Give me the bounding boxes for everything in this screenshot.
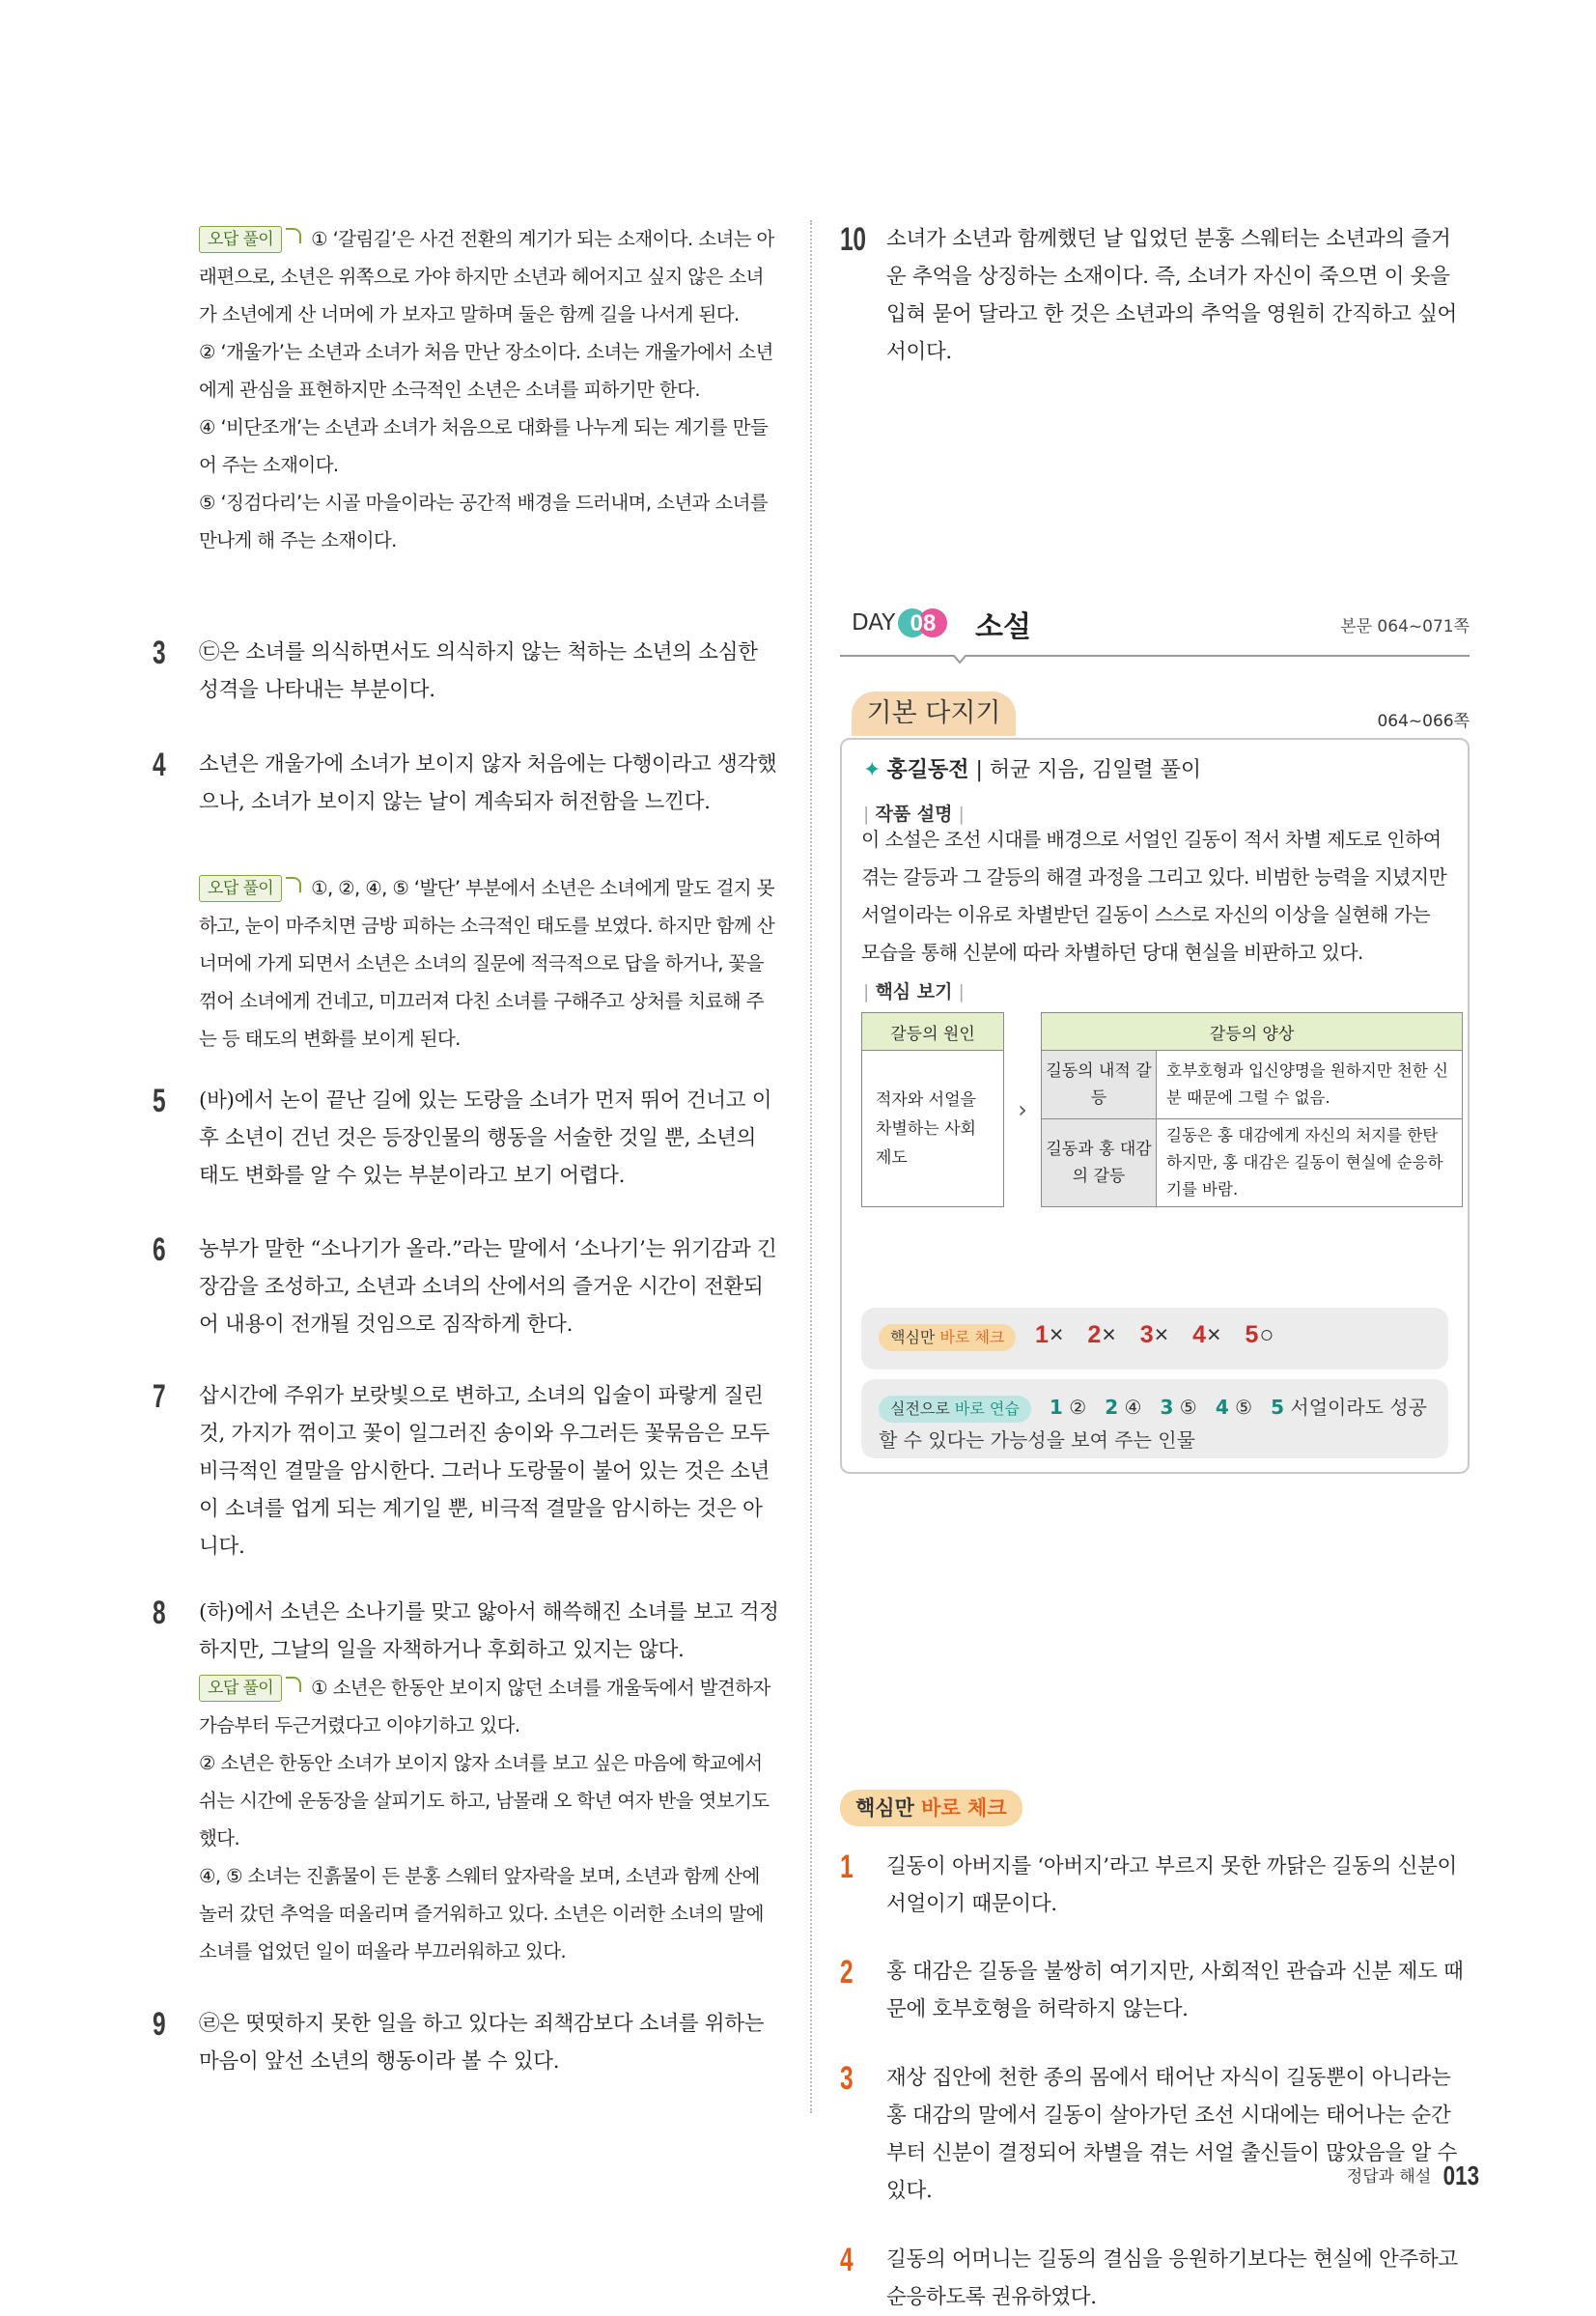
- aspect-label: 길동의 내적 갈등: [1042, 1051, 1157, 1119]
- practice-bar: [861, 1379, 1448, 1458]
- section-label-core: | 핵심 보기 |: [863, 981, 965, 1003]
- conflict-table: [861, 1012, 1463, 1207]
- expl-line: ④, ⑤ 소녀는 진흙물이 든 분홍 스웨터 앞자락을 보며, 소년과 함께 산에 놀러 갔던 추억을 떠올리며 즐거워하고 있다. 소년은 이러한 소녀의 말에 소녀를 업었던 일이 떠올라 부끄러워하고 있다.: [199, 1865, 764, 1963]
- answer-number: 5: [153, 1083, 166, 1119]
- answer-text: (바)에서 논이 끝난 길에 있는 도랑을 소녀가 먼저 뛰어 건너고 이후 소년이 건넌 것은 등장인물의 행동을 서술한 것일 뿐, 소년의 태도 변화를 알 수 있는 부분이라고 보기 어렵다.: [199, 1088, 772, 1188]
- answer-number: 1: [840, 1849, 854, 1885]
- core-answer-1: [840, 1848, 1470, 1923]
- quick-check-pill: 핵심만 바로 체크: [879, 1324, 1016, 1351]
- expl-line: ① ‘갈림길’은 사건 전환의 계기가 되는 소재이다. 소녀는 아래편으로, 소년은 위쪽으로 가야 하지만 소년과 헤어지고 싶지 않은 소녀가 소년에게 산 너머에 가 보자고 말하며 둘은 함께 길을 나서게 된다.: [199, 228, 774, 325]
- answer-number: 8: [153, 1595, 166, 1631]
- day-underline: [840, 653, 1470, 664]
- answer-text: 소년은 개울가에 소녀가 보이지 않자 처음에는 다행이라고 생각했으나, 소녀가 보이지 않는 날이 계속되자 허전함을 느낀다.: [199, 752, 777, 814]
- answer-number: 4: [153, 747, 166, 783]
- answer-text: ㉣은 떳떳하지 못한 일을 하고 있다는 죄책감보다 소녀를 위하는 마음이 앞선 소년의 행동이라 볼 수 있다.: [199, 2012, 765, 2074]
- footer-label: 정답과 해설: [1346, 2167, 1432, 2187]
- core-check-title: [840, 1790, 1022, 1826]
- badge-mark-icon: [286, 1677, 301, 1692]
- expl-line: ② ‘개울가’는 소년과 소녀가 처음 만난 장소이다. 소녀는 개울가에서 소년에게 관심을 표현하지만 소극적인 소년은 소녀를 피하기만 한다.: [199, 341, 773, 401]
- answer-number: 6: [153, 1231, 166, 1268]
- answer-text: 소녀가 소년과 함께했던 날 입었던 분홍 스웨터는 소년과의 즐거운 추억을 상징하는 소재이다. 즉, 소녀가 자신이 죽으면 이 옷을 입혀 묻어 달라고 한 것은 소년과의 추억을 영원히 간직하고 싶어서이다.: [886, 227, 1458, 364]
- expl-line: ⑤ ‘징검다리’는 시골 마을이라는 공간적 배경을 드러내며, 소년과 소녀를 만나게 해 주는 소재이다.: [199, 492, 769, 551]
- practice-pill: 실전으로 바로 연습: [879, 1396, 1031, 1423]
- work-name: 홍길동전: [886, 758, 969, 782]
- core-answer-2: [840, 1953, 1470, 2028]
- wrong-answer-explanation-1: [199, 220, 780, 559]
- badge-mark-icon: [286, 877, 301, 892]
- page-footer: [1347, 2161, 1484, 2191]
- arrow-icon: ›: [1018, 1096, 1027, 1123]
- answer-4: [153, 746, 780, 821]
- core-answer-4: [840, 2241, 1470, 2316]
- answer-number: 4: [840, 2242, 854, 2278]
- answer-number: 7: [153, 1378, 166, 1415]
- answer-text: 삽시간에 주위가 보랏빛으로 변하고, 소녀의 입술이 파랗게 질린 것, 가지가 꺾이고 꽃이 일그러진 송이와 우그러든 꽃묶음은 모두 비극적인 결말을 암시한다. 그러나 도랑물이 불어 있는 것은 소년이 소녀를 업게 되는 계기일 뿐, 비극적 결말을 암시하는 것은 아니다.: [199, 1384, 770, 1559]
- aspect-label: 길동과 홍 대감의 갈등: [1042, 1119, 1157, 1207]
- answer-5: [153, 1082, 780, 1195]
- expl-line: ② 소년은 한동안 소녀가 보이지 않자 소녀를 보고 싶은 마음에 학교에서 쉬는 시간에 운동장을 살피기도 하고, 남몰래 오 학년 여자 반을 엿보기도 했다.: [199, 1752, 770, 1850]
- answer-text: ㉢은 소녀를 의식하면서도 의식하지 않는 척하는 소년의 소심한 성격을 나타내는 부분이다.: [199, 640, 758, 702]
- core-check-pill: 핵심만 바로 체크: [840, 1790, 1022, 1826]
- basic-tab-header: [840, 692, 1470, 740]
- work-title: [863, 753, 1201, 783]
- section-label-text: 작품 설명: [875, 804, 953, 825]
- basic-tab: 기본 다지기: [852, 692, 1016, 736]
- day-pages: 본문 064~071쪽: [1340, 617, 1470, 636]
- badge-mark-icon: [286, 228, 301, 243]
- day-number-badge: [896, 599, 950, 647]
- practice-answers: 실전으로 바로 연습 1 ② 2 ④ 3 ⑤ 4 ⑤ 5 서얼이라도 성공할 수 있다는 가능성을 보여 주는 인물: [879, 1396, 1427, 1452]
- day-number: 08: [910, 610, 937, 636]
- expl-line: ④ ‘비단조개’는 소년과 소녀가 처음으로 대화를 나누게 되는 계기를 만들어 주는 소재이다.: [199, 416, 769, 476]
- day-title: 소설: [975, 610, 1031, 644]
- wrong-answer-badge: 오답 풀이: [199, 1675, 282, 1702]
- basic-box: [840, 738, 1470, 1474]
- answer-text: 농부가 말한 “소나기가 올라.”라는 말에서 ‘소나기’는 위기감과 긴장감을 조성하고, 소년과 소녀의 산에서의 즐거운 시간이 전환되어 내용이 전개될 것임으로 짐작하게 한다.: [199, 1237, 777, 1337]
- answer-number: 9: [153, 2006, 166, 2043]
- answer-text: 홍 대감은 길동을 불쌍히 여기지만, 사회적인 관습과 신분 제도 때문에 호부호형을 허락하지 않는다.: [886, 1960, 1464, 2021]
- answer-10: [840, 220, 1470, 371]
- day-header: [840, 599, 1470, 657]
- star-icon: ✦: [863, 758, 882, 782]
- work-description: 이 소설은 조선 시대를 배경으로 서얼인 길동이 적서 차별 제도로 인하여 겪는 갈등과 그 갈등의 해결 과정을 그리고 있다. 비범한 능력을 지녔지만 서얼이라는 이유로 차별받던 길동이 스스로 자신의 이상을 실현해 가는 모습을 통해 신분에 따라 차별하던 당대 현실을 비판하고 있다.: [861, 828, 1447, 964]
- cause-cell: 적자와 서얼을 차별하는 사회 제도: [862, 1051, 1004, 1207]
- answer-3: [153, 634, 780, 709]
- answer-text: (하)에서 소년은 소나기를 맞고 앓아서 해쓱해진 소녀를 보고 걱정하지만, 그날의 일을 자책하거나 후회하고 있지는 않다.: [199, 1600, 779, 1662]
- answer-number: 2: [840, 1954, 854, 1991]
- answer-text: 길동이 아버지를 ‘아버지’라고 부르지 못한 까닭은 길동의 신분이 서얼이기 때문이다.: [886, 1854, 1458, 1916]
- work-author: | 허균 지음, 김일렬 풀이: [975, 758, 1202, 782]
- aspect-text: 호부호형과 입신양명을 원하지만 천한 신분 때문에 그럴 수 없음.: [1157, 1051, 1463, 1119]
- wrong-answer-explanation-4: [199, 869, 780, 1058]
- answer-text: 재상 집안에 천한 종의 몸에서 태어난 자식이 길동뿐이 아니라는 홍 대감의 말에서 길동이 살아가던 조선 시대에는 태어나는 순간부터 신분이 결정되어 차별을 겪는 서얼 출신들이 많았음을 알 수 있다.: [886, 2066, 1458, 2203]
- answer-number: 10: [840, 221, 866, 258]
- tab-pages: 064~066쪽: [1377, 712, 1470, 731]
- answer-9: [153, 2005, 780, 2080]
- answer-text: 길동의 어머니는 길동의 결심을 응원하기보다는 현실에 안주하고 순응하도록 권유하였다.: [886, 2247, 1458, 2309]
- wrong-answer-badge: 오답 풀이: [199, 875, 282, 902]
- quick-check-bar: [861, 1308, 1448, 1370]
- wrong-answer-explanation-8: [199, 1669, 780, 1970]
- column-divider: [810, 220, 812, 2113]
- aspect-header: 갈등의 양상: [1042, 1013, 1463, 1051]
- expl-line: ①, ②, ④, ⑤ ‘발단’ 부분에서 소년은 소녀에게 말도 걸지 못하고, 눈이 마주치면 금방 피하는 소극적인 태도를 보였다. 하지만 함께 산 너머에 가게 되면서 소년은 소녀의 질문에 적극적으로 답을 하거나, 꽃을 꺾어 소녀에게 건네고, 미끄러져 다친 소녀를 구해주고 상처를 치료해 주는 등 태도의 변화를 보이게 된다.: [199, 877, 775, 1050]
- answer-6: [153, 1230, 780, 1343]
- aspect-text: 길동은 홍 대감에게 자신의 처지를 한탄하지만, 홍 대감은 길동이 현실에 순응하기를 바람.: [1157, 1119, 1463, 1207]
- section-label-desc: | 작품 설명 |: [863, 804, 965, 825]
- wrong-answer-badge: 오답 풀이: [199, 226, 282, 253]
- section-label-text: 핵심 보기: [875, 981, 953, 1003]
- expl-line: ① 소년은 한동안 보이지 않던 소녀를 개울둑에서 발견하자 가슴부터 두근거렸다고 이야기하고 있다.: [199, 1677, 770, 1737]
- answer-number: 3: [153, 635, 166, 671]
- answer-8: [153, 1594, 780, 1669]
- cause-header: 갈등의 원인: [862, 1013, 1004, 1051]
- quick-check-answers: 1× 2× 3× 4× 5○: [1035, 1321, 1275, 1348]
- day-label: DAY: [852, 610, 896, 635]
- answer-number: 3: [840, 2060, 854, 2097]
- answer-7: [153, 1377, 780, 1566]
- page-number: 013: [1442, 2161, 1480, 2190]
